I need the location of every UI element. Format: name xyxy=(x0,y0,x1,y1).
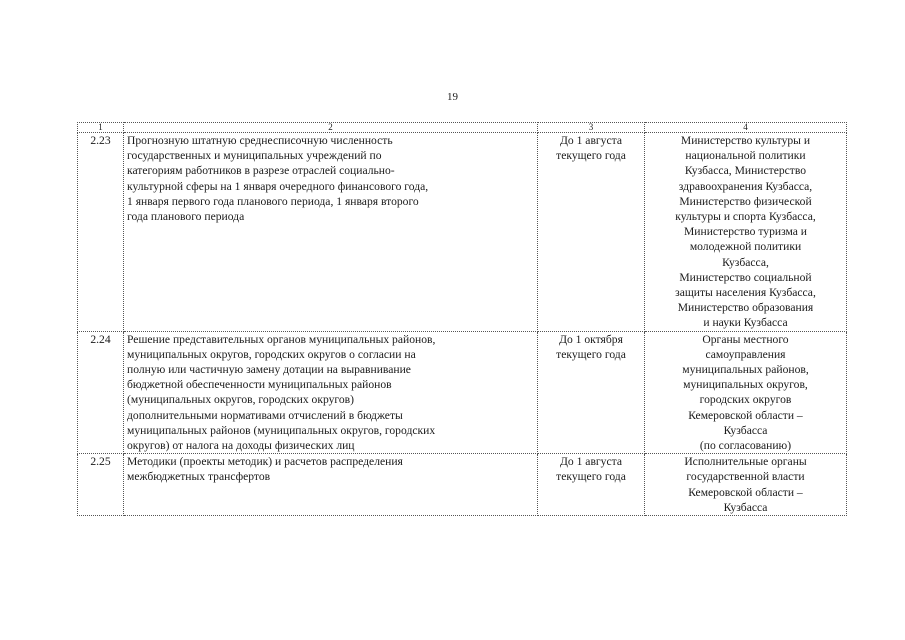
row-responsible xyxy=(645,331,847,454)
row-number: 2.25 xyxy=(78,454,124,516)
responsible-line: Кемеровской области – xyxy=(688,485,803,499)
responsible-line: муниципальных районов, xyxy=(682,363,809,377)
row-deadline xyxy=(538,454,645,516)
responsible-line: городских округов xyxy=(699,393,792,407)
responsible-line: муниципальных округов, xyxy=(683,378,808,392)
responsible-line: и науки Кузбасса xyxy=(703,316,788,330)
responsible-line: молодежной политики xyxy=(689,240,802,254)
responsible-line: Органы местного xyxy=(702,332,789,346)
row-deadline xyxy=(538,133,645,332)
responsible-line: Министерство физической xyxy=(679,194,812,208)
text-line: категориям работников в разрезе отраслей социально- xyxy=(127,164,395,178)
row-description xyxy=(124,331,538,454)
page-number: 19 xyxy=(447,91,458,103)
deadline-line: До 1 августа xyxy=(560,134,622,147)
schedule-table xyxy=(77,122,847,516)
text-line: межбюджетных трансфертов xyxy=(127,470,271,484)
deadline-line: текущего года xyxy=(556,347,626,361)
table-row xyxy=(78,454,847,516)
responsible-line: Кузбасса xyxy=(723,423,768,437)
table-row xyxy=(78,331,847,454)
text-line: государственных и муниципальных учреждений по xyxy=(127,149,382,163)
text-line: бюджетной обеспеченности муниципальных районов xyxy=(127,378,392,392)
deadline-line: текущего года xyxy=(556,470,626,484)
text-line: (муниципальных округов, городских округов) xyxy=(127,393,355,407)
responsible-line: Исполнительные органы xyxy=(684,455,807,469)
table-header-row xyxy=(78,123,847,133)
row-deadline xyxy=(538,331,645,454)
text-line: года планового периода xyxy=(127,210,245,224)
responsible-line: самоуправления xyxy=(705,347,786,361)
deadline-line: текущего года xyxy=(556,149,626,163)
row-number: 2.23 xyxy=(78,133,124,332)
responsible-line: (по согласованию) xyxy=(699,439,792,453)
row-responsible xyxy=(645,454,847,516)
text-line: дополнительными нормативами отчислений в бюджеты xyxy=(127,408,403,422)
responsible-line: национальной политики xyxy=(685,149,806,163)
column-header: 4 xyxy=(645,123,847,133)
responsible-line: культуры и спорта Кузбасса, xyxy=(675,210,816,224)
deadline-line: До 1 августа xyxy=(560,455,622,469)
responsible-line: здравоохранения Кузбасса, xyxy=(678,179,813,193)
responsible-line: Кемеровской области – xyxy=(688,408,803,422)
row-responsible xyxy=(645,133,847,332)
responsible-line: Министерство социальной xyxy=(679,270,812,284)
text-line: 1 января первого года планового периода, 1 января второго xyxy=(127,194,419,208)
column-header: 3 xyxy=(538,123,645,133)
responsible-line: Министерство туризма и xyxy=(683,225,807,239)
row-description xyxy=(124,454,538,516)
column-header: 2 xyxy=(124,123,538,133)
column-header: 1 xyxy=(78,123,124,133)
responsible-line: Кузбасса xyxy=(723,500,768,514)
text-line: полную или частичную замену дотации на выравнивание xyxy=(127,363,411,377)
row-description xyxy=(124,133,538,332)
text-line: Методики (проекты методик) и расчетов распределения xyxy=(127,455,403,469)
responsible-line: Министерство культуры и xyxy=(680,134,811,147)
responsible-line: защиты населения Кузбасса, xyxy=(675,286,816,300)
responsible-line: Кузбасса, xyxy=(722,255,769,269)
table-row xyxy=(78,133,847,332)
text-line: округов) от налога на доходы физических лиц xyxy=(127,439,355,453)
row-number: 2.24 xyxy=(78,331,124,454)
responsible-line: Министерство образования xyxy=(677,301,814,315)
responsible-line: Кузбасса, Министерство xyxy=(684,164,807,178)
responsible-line: государственной власти xyxy=(686,470,805,484)
text-line: муниципальных районов (муниципальных округов, городских xyxy=(127,423,436,437)
text-line: Прогнозную штатную среднесписочную численность xyxy=(127,134,393,147)
deadline-line: До 1 октября xyxy=(559,332,623,346)
text-line: Решение представительных органов муниципальных районов, xyxy=(127,332,436,346)
text-line: муниципальных округов, городских округов о согласии на xyxy=(127,347,416,361)
text-line: культурной сферы на 1 января очередного финансового года, xyxy=(127,179,429,193)
